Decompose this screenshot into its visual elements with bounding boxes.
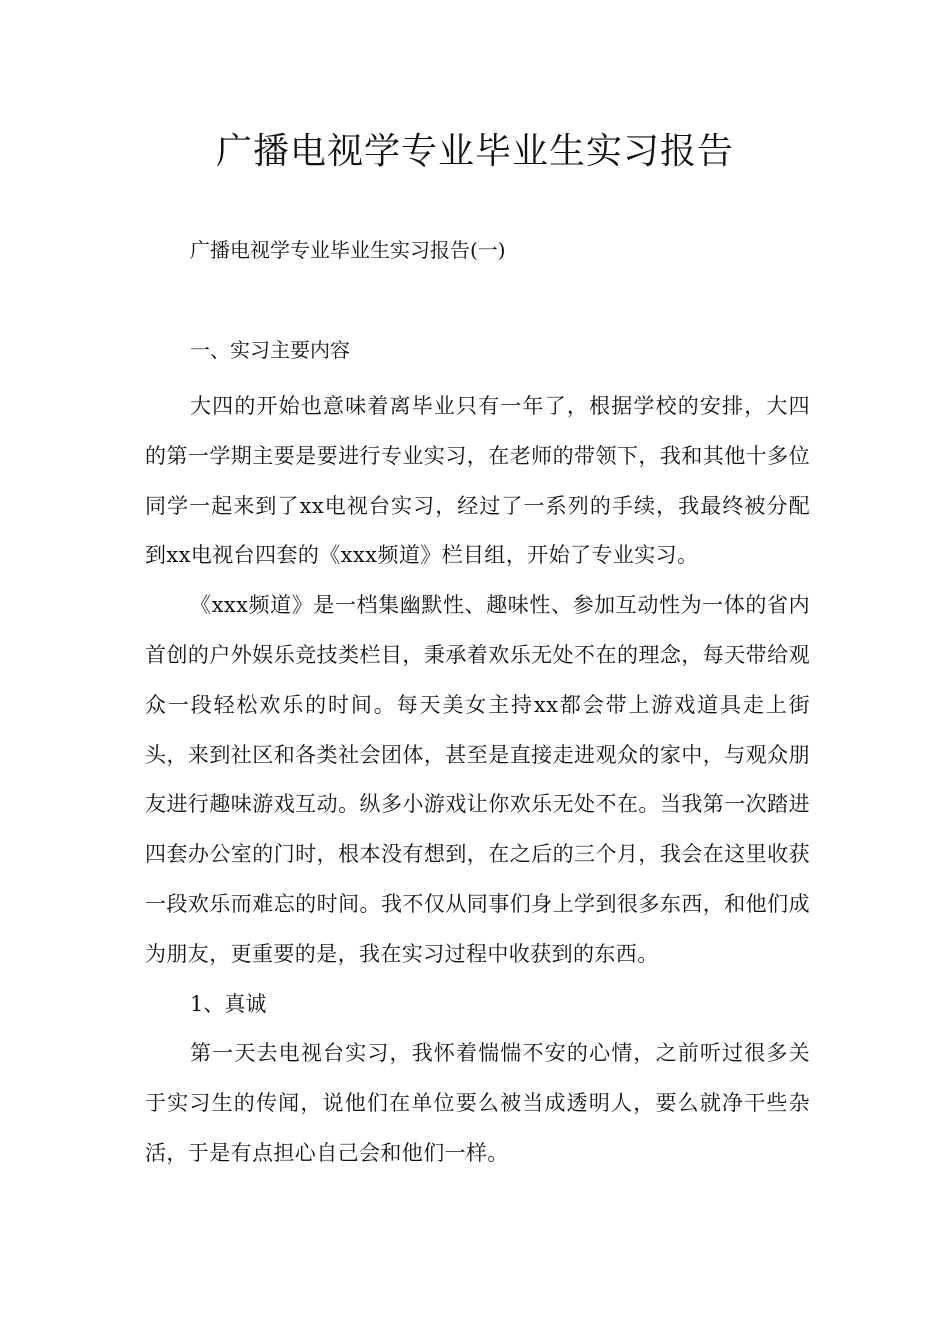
- paragraph: 《xxx频道》是一档集幽默性、趣味性、参加互动性为一体的省内首创的户外娱乐竞技类栏目，秉承着欢乐无处不在的理念，每天带给观众一段轻松欢乐的时间。每天美女主持xx都会带上游戏道具走上街头，来到社区和各类社会团体，甚至是直接走进观众的家中，与观众朋友进行趣味游戏互动。纵多小游戏让你欢乐无处不在。当我第一次踏进四套办公室的门时，根本没有想到，在之后的三个月，我会在这里收获一段欢乐而难忘的时间。我不仅从同事们身上学到很多东西，和他们成为朋友，更重要的是，我在实习过程中收获到的东西。: [145, 593, 810, 966]
- paragraph: 第一天去电视台实习，我怀着惴惴不安的心情，之前听过很多关于实习生的传闻，说他们在单位要么被当成透明人，要么就净干些杂活，于是有点担心自己会和他们一样。: [145, 1041, 810, 1165]
- paragraph: 大四的开始也意味着离毕业只有一年了，根据学校的安排，大四的第一学期主要是要进行专业实习，在老师的带领下，我和其他十多位同学一起来到了xx电视台实习，经过了一系列的手续，我最终被分配到xx电视台四套的《xxx频道》栏目组，开始了专业实习。: [145, 394, 810, 568]
- document-subtitle: 广播电视学专业毕业生实习报告(一): [190, 238, 506, 262]
- body-text: [145, 382, 810, 1179]
- subheading: 1、真诚: [190, 991, 267, 1016]
- document-title: 广播电视学专业毕业生实习报告: [215, 131, 734, 172]
- section-heading: 一、实习主要内容: [190, 338, 350, 362]
